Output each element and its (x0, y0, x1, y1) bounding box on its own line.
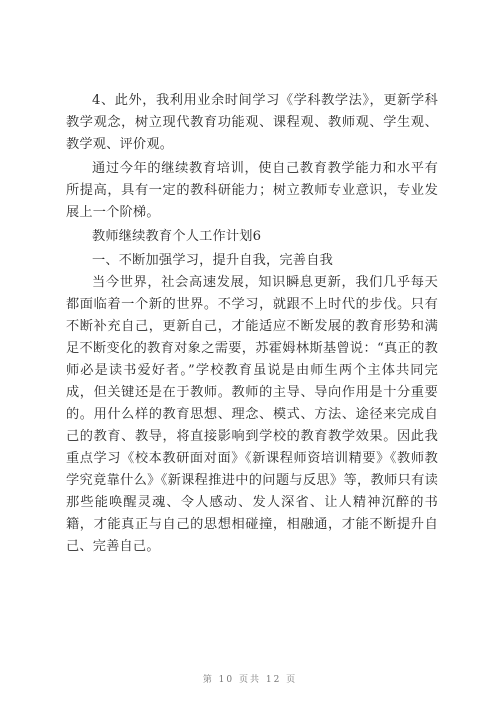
subsection-title: 一、不断加强学习，提升自我，完善自我 (92, 253, 333, 268)
paragraph-study-methods: 4、此外，我利用业余时间学习《学科教学法》，更新学科教学观念，树立现代教育功能观、课程观、教师观、学生观、教学观、评价观。 (66, 93, 438, 152)
page-number-footer: 第 10 页共 12 页 (202, 675, 298, 685)
document-body (66, 90, 438, 558)
paragraph-body: 当今世界，社会高速发展，知识瞬息更新，我们几乎每天都面临着一个新的世界。不学习，就跟不上时代的步伐。只有不断补充自己，更新自己，才能适应不断发展的教育形势和满足不断变化的教育对象之需要，苏霍姆林斯基曾说：“真正的教师必是读书爱好者。”学校教育虽说是由师生两个主体共同完成，但关键还是在于教师。教师的主导、导向作用是十分重要的。用什么样的教育思想、理念、模式、方法、途径来完成自己的教育、教导，将直接影响到学校的教育教学效果。因此我重点学习《校本教研面对面》《新课程师资培训精要》《教师教学究竟靠什么》《新课程推进中的问题与反思》等，教师只有读那些能唤醒灵魂、令人感动、发人深省、让人精神沉醉的书籍，才能真正与自己的思想相碰撞，相融通，才能不断提升自己、完善自己。 (66, 275, 438, 554)
section-title: 教师继续教育个人工作计划6 (92, 229, 262, 244)
paragraph-training-summary: 通过今年的继续教育培训，使自己教育教学能力和水平有所提高，具有一定的教科研能力；树立教师专业意识，专业发展上一个阶梯。 (66, 161, 438, 220)
